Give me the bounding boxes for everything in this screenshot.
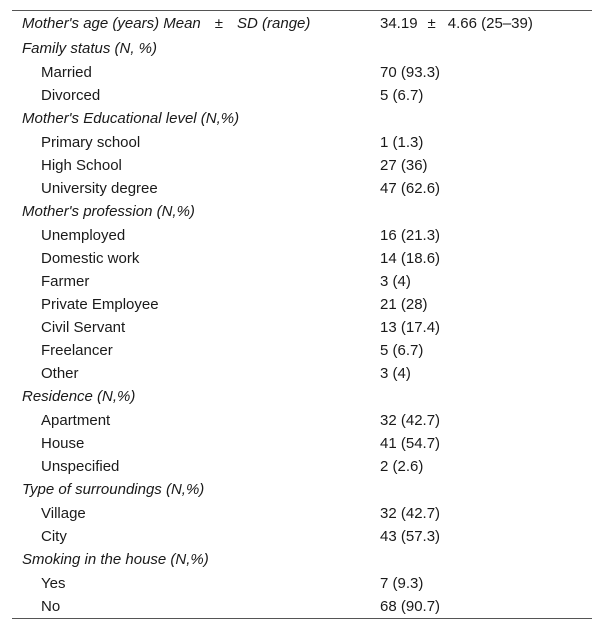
row-value: 27 (36) bbox=[380, 157, 428, 174]
row-label: House bbox=[41, 435, 85, 452]
table-row bbox=[12, 525, 592, 548]
row-value: 41 (54.7) bbox=[380, 435, 441, 452]
row-value: 5 (6.7) bbox=[380, 87, 424, 104]
table-row bbox=[12, 61, 592, 84]
row-value: 32 (42.7) bbox=[380, 505, 441, 522]
row-label: No bbox=[41, 598, 61, 615]
row-label: University degree bbox=[41, 180, 158, 197]
row-label: City bbox=[41, 528, 67, 545]
row-value: 68 (90.7) bbox=[380, 598, 441, 615]
row-label: Yes bbox=[41, 575, 66, 592]
row-label: Village bbox=[41, 505, 86, 522]
row-value: 3 (4) bbox=[380, 273, 411, 290]
row-label: High School bbox=[41, 157, 122, 174]
demographics-table bbox=[12, 10, 592, 619]
table-row bbox=[12, 455, 592, 478]
row-value: 13 (17.4) bbox=[380, 319, 441, 336]
row-value: 1 (1.3) bbox=[380, 134, 424, 151]
table-row bbox=[12, 572, 592, 595]
row-value: 21 (28) bbox=[380, 296, 428, 313]
table-row-mother-age bbox=[12, 11, 592, 37]
row-label: Unemployed bbox=[41, 227, 126, 244]
section-title: Type of surroundings (N,%) bbox=[22, 481, 205, 498]
row-value: 14 (18.6) bbox=[380, 250, 441, 267]
table-row bbox=[12, 131, 592, 154]
row-label: Primary school bbox=[41, 134, 141, 151]
row-label: Unspecified bbox=[41, 458, 120, 475]
table-row bbox=[12, 409, 592, 432]
row-value: 70 (93.3) bbox=[380, 64, 441, 81]
table-section-header bbox=[12, 478, 592, 502]
section-title: Family status (N, %) bbox=[22, 40, 158, 57]
row-label: Apartment bbox=[41, 412, 111, 429]
table-row bbox=[12, 177, 592, 200]
table-row bbox=[12, 362, 592, 385]
row-label: Divorced bbox=[41, 87, 101, 104]
row-value: 16 (21.3) bbox=[380, 227, 441, 244]
row-value: 2 (2.6) bbox=[380, 458, 424, 475]
table-row bbox=[12, 316, 592, 339]
table-row bbox=[12, 502, 592, 525]
row-value: 43 (57.3) bbox=[380, 528, 441, 545]
row-label: Civil Servant bbox=[41, 319, 126, 336]
table-section-header bbox=[12, 107, 592, 131]
table-row bbox=[12, 154, 592, 177]
row-value: 34.19 ± 4.66 (25–39) bbox=[380, 15, 533, 32]
row-label: Farmer bbox=[41, 273, 90, 290]
table-row bbox=[12, 224, 592, 247]
row-value: 3 (4) bbox=[380, 365, 411, 382]
table-section-header bbox=[12, 200, 592, 224]
section-title: Residence (N,%) bbox=[22, 388, 136, 405]
section-title: Mother's Educational level (N,%) bbox=[22, 110, 240, 127]
section-title: Smoking in the house (N,%) bbox=[22, 551, 209, 568]
section-title: Mother's profession (N,%) bbox=[22, 203, 195, 220]
table-row bbox=[12, 84, 592, 107]
table-row bbox=[12, 270, 592, 293]
row-value: 47 (62.6) bbox=[380, 180, 441, 197]
row-value: 32 (42.7) bbox=[380, 412, 441, 429]
table-row bbox=[12, 247, 592, 270]
row-label: Freelancer bbox=[41, 342, 113, 359]
table-row bbox=[12, 339, 592, 362]
row-label: Other bbox=[41, 365, 79, 382]
table-section-header bbox=[12, 385, 592, 409]
row-label: Domestic work bbox=[41, 250, 140, 267]
row-value: 7 (9.3) bbox=[380, 575, 424, 592]
table-row bbox=[12, 432, 592, 455]
table-row bbox=[12, 595, 592, 618]
table-section-header bbox=[12, 37, 592, 61]
row-value: 5 (6.7) bbox=[380, 342, 424, 359]
table-row bbox=[12, 293, 592, 316]
row-label: Private Employee bbox=[41, 296, 159, 313]
row-label: Married bbox=[41, 64, 92, 81]
table-section-header bbox=[12, 548, 592, 572]
row-label: Mother's age (years) Mean ± SD (range) bbox=[22, 15, 311, 32]
table-body bbox=[12, 37, 592, 618]
